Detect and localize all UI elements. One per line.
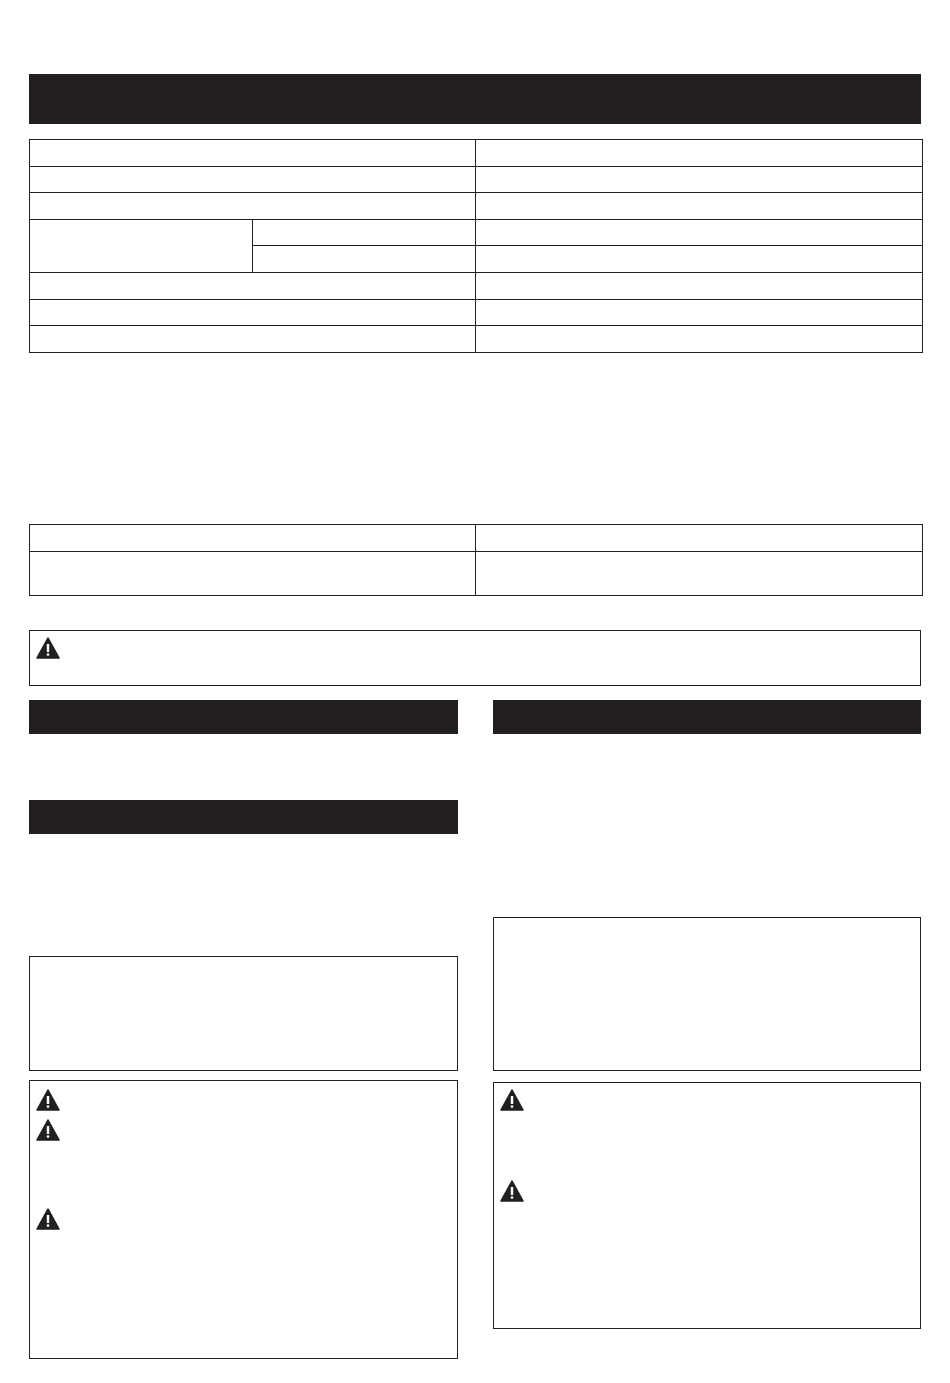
- spec-value-cell: [476, 167, 923, 193]
- table-value-cell: [476, 552, 923, 596]
- warning-icon: [500, 1180, 524, 1202]
- spec-label-cell: [30, 273, 476, 300]
- spec-value-cell: [476, 193, 923, 220]
- table-label-cell: [30, 552, 476, 596]
- spec-value-cell: [476, 246, 923, 273]
- table-row: [30, 552, 923, 596]
- warning-icon: [36, 1119, 60, 1141]
- left-warning-box: [29, 1080, 458, 1359]
- right-warning-box: [493, 1082, 921, 1329]
- table-row: [30, 193, 923, 220]
- warning-notice-box: [29, 630, 921, 686]
- right-note-box: [493, 917, 921, 1071]
- spec-label-cell: [30, 140, 476, 167]
- warning-icon: [36, 1089, 60, 1111]
- left-column-heading-bar-2: [29, 800, 458, 834]
- right-column-heading-bar: [493, 700, 921, 734]
- table-value-cell: [476, 525, 923, 552]
- spec-value-cell: [476, 140, 923, 167]
- spec-label-cell: [30, 326, 476, 353]
- spec-sublabel-cell: [253, 246, 476, 273]
- specifications-table: [29, 139, 923, 353]
- spec-value-cell: [476, 220, 923, 246]
- left-column-heading-bar-1: [29, 700, 458, 734]
- secondary-table: [29, 524, 923, 596]
- spec-group-label-cell: [30, 220, 253, 273]
- spec-label-cell: [30, 300, 476, 326]
- table-row: [30, 273, 923, 300]
- spec-label-cell: [30, 167, 476, 193]
- table-row: [30, 220, 923, 246]
- table-row: [30, 326, 923, 353]
- spec-sublabel-cell: [253, 220, 476, 246]
- warning-icon: [36, 637, 60, 659]
- page-header-bar: [29, 74, 921, 124]
- left-note-box: [29, 956, 458, 1071]
- table-row: [30, 167, 923, 193]
- spec-value-cell: [476, 273, 923, 300]
- spec-value-cell: [476, 326, 923, 353]
- warning-icon: [500, 1089, 524, 1111]
- spec-label-cell: [30, 193, 476, 220]
- table-row: [30, 140, 923, 167]
- warning-icon: [36, 1208, 60, 1230]
- table-row: [30, 525, 923, 552]
- table-row: [30, 300, 923, 326]
- spec-value-cell: [476, 300, 923, 326]
- table-label-cell: [30, 525, 476, 552]
